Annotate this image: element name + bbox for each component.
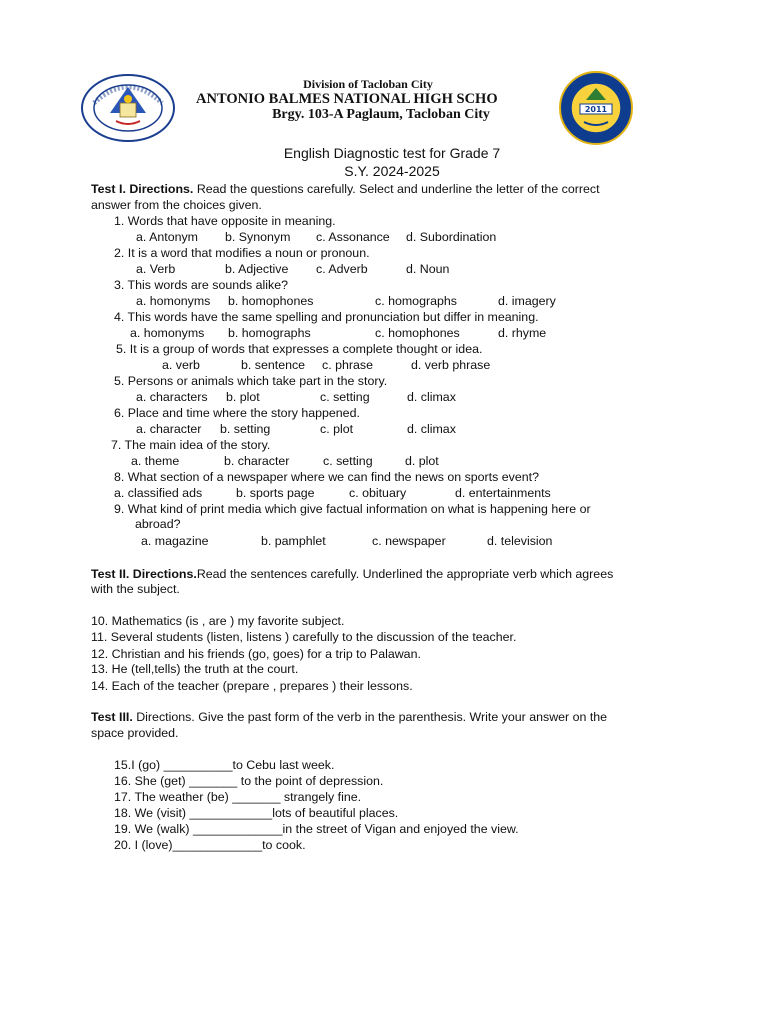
choice[interactable]: b. sentence	[241, 358, 306, 372]
division-title: Division of Tacloban City	[303, 77, 433, 91]
school-name: ANTONIO BALMES NATIONAL HIGH SCHO	[196, 91, 498, 107]
sentence-14: 14. Each of the teacher (prepare , prepares ) their lessons.	[91, 679, 413, 693]
choice[interactable]: c. homographs	[375, 294, 457, 308]
choice[interactable]: c. setting	[323, 454, 373, 468]
question-9: 9. What kind of print media which give factual information on what is happening here or	[114, 502, 591, 516]
choice[interactable]: d. verb phrase	[411, 358, 491, 372]
test3-directions-line1	[91, 710, 607, 725]
choice[interactable]: a. characters	[136, 390, 208, 404]
question-5b: 5. Persons or animals which take part in the story.	[114, 374, 388, 388]
choice[interactable]: d. climax	[407, 390, 456, 404]
school-seal-icon	[558, 70, 634, 146]
choice[interactable]: d. television	[487, 534, 553, 548]
choice[interactable]: d. entertainments	[455, 486, 551, 500]
choice[interactable]: c. phrase	[322, 358, 373, 372]
choice[interactable]: a. theme	[131, 454, 180, 468]
seal-year: 2011	[584, 105, 608, 114]
test2-directions-text: Read the sentences carefully. Underlined the appropriate verb which agrees	[196, 567, 614, 581]
choice[interactable]: b. setting	[220, 422, 271, 436]
test1-directions-line1	[91, 182, 600, 197]
school-address: Brgy. 103-A Paglaum, Tacloban City	[272, 107, 490, 122]
question-9-cont: abroad?	[135, 517, 181, 531]
choice[interactable]: c. obituary	[349, 486, 407, 500]
test2-heading: Test II. Directions.	[91, 567, 197, 581]
sentence-10: 10. Mathematics (is , are ) my favorite subject.	[91, 614, 345, 628]
blank-item-16[interactable]: 16. She (get) _______ to the point of depression.	[114, 774, 384, 788]
choice[interactable]: d. Noun	[406, 262, 450, 276]
choice[interactable]: a. classified ads	[114, 486, 203, 500]
sentence-12: 12. Christian and his friends (go, goes) for a trip to Palawan.	[91, 647, 421, 661]
choice[interactable]: b. sports page	[236, 486, 315, 500]
choice[interactable]: d. rhyme	[498, 326, 547, 340]
test3-directions-line2: space provided.	[91, 726, 179, 740]
choice[interactable]: c. plot	[320, 422, 354, 436]
choice[interactable]: c. Assonance	[316, 230, 390, 244]
choice[interactable]: d. imagery	[498, 294, 556, 308]
choice[interactable]: a. verb	[162, 358, 200, 372]
choice[interactable]: b. Adjective	[225, 262, 289, 276]
choice[interactable]: b. plot	[226, 390, 260, 404]
blank-item-18[interactable]: 18. We (visit) ____________lots of beautiful places.	[114, 806, 399, 820]
test1-directions-line2: answer from the choices given.	[91, 198, 262, 212]
school-year: S.Y. 2024-2025	[344, 163, 440, 179]
test3-directions-text: Directions. Give the past form of the verb in the parenthesis. Write your answer on the	[132, 710, 608, 724]
choice[interactable]: b. pamphlet	[261, 534, 326, 548]
choice[interactable]: a. magazine	[141, 534, 209, 548]
question-1: 1. Words that have opposite in meaning.	[114, 214, 336, 228]
question-2: 2. It is a word that modifies a noun or pronoun.	[114, 246, 370, 260]
deped-seal-icon	[80, 73, 176, 143]
question-4: 4. This words have the same spelling and pronunciation but differ in meaning.	[114, 310, 539, 324]
question-6: 6. Place and time where the story happened.	[114, 406, 360, 420]
test2-directions-line2: with the subject.	[91, 582, 180, 596]
choice[interactable]: d. plot	[405, 454, 439, 468]
sentence-13: 13. He (tell,tells) the truth at the court.	[91, 662, 299, 676]
choice[interactable]: b. character	[224, 454, 290, 468]
test1-heading: Test I. Directions.	[91, 182, 194, 196]
test2-directions-line1	[91, 567, 613, 582]
choice[interactable]: d. climax	[407, 422, 456, 436]
question-3: 3. This words are sounds alike?	[114, 278, 289, 292]
blank-item-15[interactable]: 15.I (go) __________to Cebu last week.	[114, 758, 335, 772]
choice[interactable]: d. Subordination	[406, 230, 497, 244]
choice[interactable]: a. Antonym	[136, 230, 198, 244]
question-5a: 5. It is a group of words that expresses a complete thought or idea.	[116, 342, 483, 356]
test3-heading: Test III.	[91, 710, 133, 724]
choice[interactable]: c. newspaper	[372, 534, 446, 548]
test-title: English Diagnostic test for Grade 7	[283, 145, 501, 161]
choice[interactable]: c. Adverb	[316, 262, 368, 276]
choice[interactable]: a. homonyms	[136, 294, 211, 308]
blank-item-19[interactable]: 19. We (walk) _____________in the street of Vigan and enjoyed the view.	[114, 822, 519, 836]
sentence-11: 11. Several students (listen, listens ) carefully to the discussion of the teacher.	[91, 630, 517, 644]
choice[interactable]: a. Verb	[136, 262, 176, 276]
blank-item-20[interactable]: 20. I (love)_____________to cook.	[114, 838, 306, 852]
choice[interactable]: b. homophones	[228, 294, 314, 308]
question-7: 7. The main idea of the story.	[111, 438, 271, 452]
choice[interactable]: a. homonyms	[130, 326, 205, 340]
test1-directions-text: Read the questions carefully. Select and underline the letter of the correct	[193, 182, 600, 196]
choice[interactable]: a. character	[136, 422, 202, 436]
blank-item-17[interactable]: 17. The weather (be) _______ strangely fine.	[114, 790, 362, 804]
question-8: 8. What section of a newspaper where we can find the news on sports event?	[114, 470, 539, 484]
choice[interactable]: c. homophones	[375, 326, 460, 340]
choice[interactable]: b. Synonym	[225, 230, 291, 244]
choice[interactable]: c. setting	[320, 390, 370, 404]
choice[interactable]: b. homographs	[228, 326, 311, 340]
